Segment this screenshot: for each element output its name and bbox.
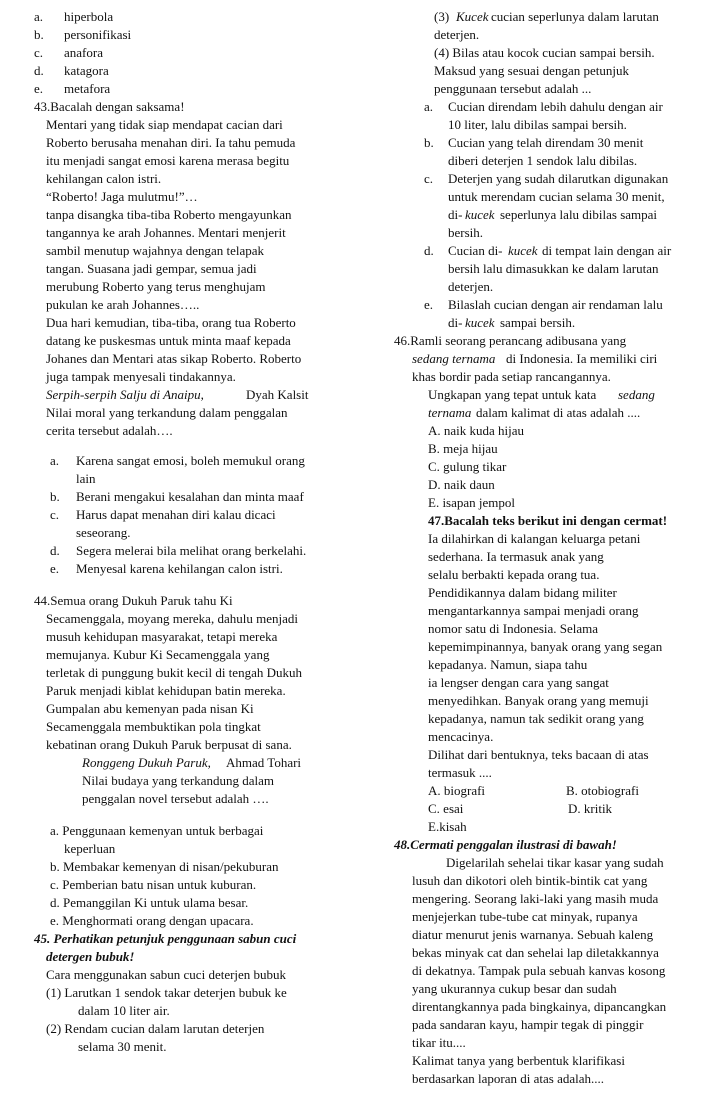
text-line: b. (34, 27, 44, 42)
text-line: juga tampak menyesali tindakannya. (46, 369, 236, 384)
text-line: Cara menggunakan sabun cuci deterjen bubuk (46, 967, 287, 982)
text-line: seseorang. (76, 525, 131, 540)
text-line: kehilangan calon istri. (46, 171, 162, 186)
text-line: kepadanya, namun tak sedikit orang yang (428, 711, 644, 726)
text-line: Mentari yang tidak siap mendapat cacian dari (46, 117, 283, 132)
text-line: d. (50, 543, 60, 558)
text-line: menjejerkan tube-tube cat minyak, rupanya (412, 909, 638, 924)
text-line: Kucek (456, 9, 489, 24)
text-line: di- (448, 207, 463, 222)
text-line: D. kritik (568, 801, 613, 816)
text-line: Ungkapan yang tepat untuk kata (428, 387, 597, 402)
text-line: 10 liter, lalu dibilas sampai bersih. (448, 117, 627, 132)
text-line: Deterjen yang sudah dilarutkan digunakan (448, 171, 669, 186)
text-line: untuk merendam cucian selama 30 menit, (448, 189, 665, 204)
text-line: cerita tersebut adalah…. (46, 423, 173, 438)
text-line: selama 30 menit. (78, 1039, 167, 1054)
text-line: 45. Perhatikan petunjuk penggunaan sabun cuci (34, 931, 297, 946)
text-line: E. isapan jempol (428, 495, 516, 510)
text-line: Digelarilah sehelai tikar kasar yang sudah (446, 855, 664, 870)
text-line: c. Pemberian batu nisan untuk kuburan. (50, 877, 257, 892)
text-line: ia lengser dengan cara yang sangat (428, 675, 609, 690)
text-line: katagora (64, 63, 109, 78)
text-line: Ahmad Tohari (226, 755, 302, 770)
text-line: Serpih-serpih Salju di Anaipu, (46, 387, 204, 402)
text-line: d. (34, 63, 44, 78)
text-line: pada sandaran kayu, hampir tegak di pinggir (412, 1017, 644, 1032)
text-line: B. otobiografi (566, 783, 639, 798)
text-line: selalu berbakti kepada orang tua. (428, 567, 600, 582)
text-line: Secamenggala, moyang mereka, dahulu menjadi (46, 611, 298, 626)
text-line: 47.Bacalah teks berikut ini dengan cermat! (428, 513, 668, 528)
text-line: 43.Bacalah dengan saksama! (34, 99, 185, 114)
text-line: A. biografi (428, 783, 486, 798)
text-line: lain (76, 471, 96, 486)
text-line: Pendidikannya dalam bidang militer (428, 585, 617, 600)
text-line: Berani mengakui kesalahan dan minta maaf (76, 489, 304, 504)
text-line: (2) Rendam cucian dalam larutan deterjen (46, 1021, 265, 1036)
text-line: Secamenggala membuktikan pola tingkat (46, 719, 261, 734)
text-line: Gumpalan abu kemenyan pada nisan Ki (46, 701, 254, 716)
text-line: anafora (64, 45, 103, 60)
text-line: Cucian direndam lebih dahulu dengan air (448, 99, 663, 114)
text-line: (4) Bilas atau kocok cucian sampai bersih. (434, 45, 655, 60)
text-line: hiperbola (64, 9, 114, 24)
text-line: berdasarkan laporan di atas adalah.... (412, 1071, 605, 1086)
text-line: bersih lalu dimasukkan ke dalam larutan (448, 261, 659, 276)
text-line: Nilai budaya yang terkandung dalam (82, 773, 275, 788)
text-line: Ia dilahirkan di kalangan keluarga petani (428, 531, 641, 546)
text-line: terletak di punggung bukit kecil di tengah Dukuh (46, 665, 302, 680)
text-line: penggalan novel tersebut adalah …. (82, 791, 269, 806)
text-line: pukulan ke arah Johannes….. (46, 297, 200, 312)
text-line: musuh kehidupan masyarakat, tetapi mereka (46, 629, 278, 644)
text-line: sampai bersih. (500, 315, 576, 330)
text-line: “Roberto! Jaga mulutmu!”… (46, 189, 198, 204)
text-line: Cucian yang telah direndam 30 menit (448, 135, 644, 150)
text-line: mengering. Seorang laki-laki yang masih muda (412, 891, 659, 906)
text-line: sambil menutup wajahnya dengan telapak (46, 243, 265, 258)
text-line: a. Penggunaan kemenyan untuk berbagai (50, 823, 264, 838)
text-line: kepadanya. Namun, siapa tahu (428, 657, 588, 672)
text-line: deterjen. (448, 279, 494, 294)
text-line: 48.Cermati penggalan ilustrasi di bawah! (394, 837, 617, 852)
text-line: e. (34, 81, 44, 96)
text-line: khas bordir pada setiap rancangannya. (412, 369, 611, 384)
text-line: D. naik daun (428, 477, 495, 492)
text-line: tanpa disangka tiba-tiba Roberto mengayunkan (46, 207, 292, 222)
text-line: E.kisah (428, 819, 467, 834)
text-line: di- (448, 315, 463, 330)
text-line: tangan. Suasana jadi gempar, semua jadi (46, 261, 257, 276)
text-line: personifikasi (64, 27, 132, 42)
text-line: a. (424, 99, 434, 114)
text-line: Harus dapat menahan diri kalau dicaci (76, 507, 276, 522)
text-line: penggunaan tersebut adalah ... (434, 81, 592, 96)
text-line: kucek (465, 207, 495, 222)
text-line: tikar itu.... (412, 1035, 466, 1050)
text-line: sedang (618, 387, 655, 402)
text-line: Segera melerai bila melihat orang berkelahi. (76, 543, 307, 558)
text-line: diberi deterjen 1 sendok lalu dibilas. (448, 153, 638, 168)
text-line: Dilihat dari bentuknya, teks bacaan di atas (428, 747, 649, 762)
text-line: Karena sangat emosi, boleh memukul orang (76, 453, 305, 468)
text-line: dalam 10 liter air. (78, 1003, 170, 1018)
text-line: Dyah Kalsit (246, 387, 309, 402)
text-line: (3) (434, 9, 450, 24)
text-line: 44.Semua orang Dukuh Paruk tahu Ki (34, 593, 233, 608)
text-line: seperlunya lalu dibilas sampai (500, 207, 658, 222)
text-line: e. (50, 561, 60, 576)
text-line: Dua hari kemudian, tiba-tiba, orang tua Roberto (46, 315, 296, 330)
text-line: termasuk .... (428, 765, 492, 780)
text-line: Johanes dan Mentari atas sikap Roberto. Roberto (46, 351, 302, 366)
text-line: metafora (64, 81, 111, 96)
text-line: a. (50, 453, 60, 468)
text-line: mencacinya. (428, 729, 494, 744)
text-line: Bilaslah cucian dengan air rendaman lalu (448, 297, 663, 312)
text-line: (1) Larutkan 1 sendok takar deterjen bubuk ke (46, 985, 287, 1000)
text-line: lusuh dan dikotori oleh bintik-bintik cat yang (412, 873, 648, 888)
text-line: menyedihkan. Banyak orang yang memuji (428, 693, 649, 708)
text-line: detergen bubuk! (46, 949, 135, 964)
text-line: Cucian di- (448, 243, 503, 258)
text-line: c. (424, 171, 434, 186)
text-line: diatur menurut jenis warnanya. Sebuah kaleng (412, 927, 654, 942)
text-line: kepemimpinannya, banyak orang yang segan (428, 639, 663, 654)
text-line: cucian seperlunya dalam larutan (491, 9, 659, 24)
text-line: mengantarkannya sampai menjadi orang (428, 603, 639, 618)
text-line: di tempat lain dengan air (542, 243, 672, 258)
text-line: Roberto berusaha menahan diri. Ia tahu pemuda (46, 135, 296, 150)
text-line: direntangkannya pada bingkainya, dipancangkan (412, 999, 667, 1014)
text-line: Maksud yang sesuai dengan petunjuk (434, 63, 629, 78)
text-line: kucek (465, 315, 495, 330)
text-line: sederhana. Ia termasuk anak yang (428, 549, 604, 564)
text-line: a. (34, 9, 44, 24)
text-line: d. (424, 243, 434, 258)
text-line: b. Membakar kemenyan di nisan/pekuburan (50, 859, 279, 874)
text-line: A. naik kuda hijau (428, 423, 525, 438)
text-line: e. (424, 297, 434, 312)
text-line: sedang ternama (412, 351, 496, 366)
text-line: itu menjadi sangat emosi karena merasa begitu (46, 153, 290, 168)
text-line: bekas minyak cat dan sehelai lap diletakkannya (412, 945, 659, 960)
text-line: d. Pemanggilan Ki untuk ulama besar. (50, 895, 249, 910)
text-line: tangannya ke arah Johannes. Mentari menjerit (46, 225, 286, 240)
text-line: C. esai (428, 801, 464, 816)
text-line: nomor satu di Indonesia. Selama (428, 621, 599, 636)
text-line: deterjen. (434, 27, 480, 42)
text-line: merubung Roberto yang terus menghujam (46, 279, 266, 294)
text-line: Menyesal karena kehilangan calon istri. (76, 561, 283, 576)
text-line: 46.Ramli seorang perancang adibusana yang (394, 333, 627, 348)
text-line: Paruk menjadi kiblat kehidupan batin mereka. (46, 683, 286, 698)
text-line: ternama (428, 405, 472, 420)
text-line: memujanya. Kubur Ki Secamenggala yang (46, 647, 270, 662)
text-line: Ronggeng Dukuh Paruk, (82, 755, 211, 770)
text-line: B. meja hijau (428, 441, 498, 456)
text-line: b. (424, 135, 434, 150)
text-line: Nilai moral yang terkandung dalam penggalan (46, 405, 288, 420)
text-line: kebatinan orang Dukuh Paruk berpusat di sana. (46, 737, 292, 752)
text-line: yang ukurannya cukup besar dan sudah (412, 981, 617, 996)
text-line: kucek (508, 243, 538, 258)
text-line: e. Menghormati orang dengan upacara. (50, 913, 254, 928)
text-line: datang ke puskesmas untuk minta maaf kepada (46, 333, 291, 348)
text-line: b. (50, 489, 60, 504)
text-line: C. gulung tikar (428, 459, 507, 474)
text-line: Kalimat tanya yang berbentuk klarifikasi (412, 1053, 625, 1068)
text-line: c. (50, 507, 60, 522)
text-line: di dekatnya. Tampak pula sebuah kanvas kosong (412, 963, 666, 978)
text-line: keperluan (64, 841, 116, 856)
text-line: dalam kalimat di atas adalah .... (476, 405, 641, 420)
text-line: di Indonesia. Ia memiliki ciri (506, 351, 658, 366)
text-line: c. (34, 45, 44, 60)
text-line: bersih. (448, 225, 484, 240)
